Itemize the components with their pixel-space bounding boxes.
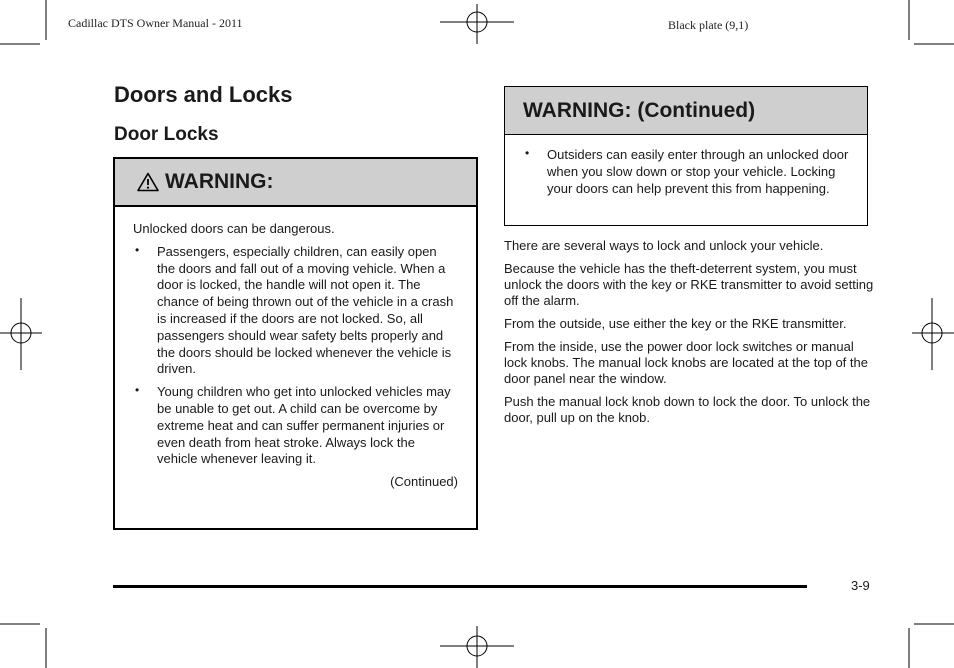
section-title: Doors and Locks	[114, 82, 293, 107]
warning-continued-header	[505, 87, 867, 135]
warning-continued-heading: WARNING: (Continued)	[523, 98, 756, 122]
bullet-marker: •	[135, 383, 140, 398]
body-text	[504, 238, 874, 433]
warning-bullet-text: Outsiders can easily enter through an unlocked door when you slow down or stop your vehicle. Locking your doors can help prevent this from happening.	[547, 147, 849, 196]
page-number: 3-9	[851, 578, 870, 593]
header-plate-info: Black plate (9,1)	[668, 18, 749, 32]
warning-continued-box	[504, 86, 868, 226]
footer-rule	[113, 585, 807, 588]
warning-triangle-icon	[137, 172, 159, 192]
paragraph: Because the vehicle has the theft-deterrent system, you must unlock the doors with the key or RKE transmitter to avoid setting off the alarm.	[504, 261, 874, 308]
paragraph: Push the manual lock knob down to lock the door. To unlock the door, pull up on the knob.	[504, 394, 871, 426]
header-manual-title: Cadillac DTS Owner Manual - 2011	[68, 16, 243, 30]
warning-continued-bullet-list	[523, 147, 849, 197]
paragraph: From the outside, use either the key or the RKE transmitter.	[504, 316, 847, 332]
warning-header	[115, 159, 476, 207]
warning-bullet-text: Passengers, especially children, can easily open the doors and fall out of a moving vehicle. When a door is locked, the handle will not open it. The chance of being thrown out of the vehicle in a crash is increased if the doors are not locked. So, all passengers should wear safety belts properly and the doors should be locked whenever the vehicle is driven.	[157, 243, 454, 377]
warning-box	[113, 157, 478, 530]
warning-bullet	[133, 384, 458, 468]
warning-bullet-list	[133, 244, 458, 468]
paragraph: There are several ways to lock and unlock your vehicle.	[504, 238, 824, 253]
paragraph: From the inside, use the power door lock switches or manual lock knobs. The manual lock knobs are located at the top of the door panel near the window.	[504, 339, 868, 387]
subsection-title: Door Locks	[114, 124, 219, 145]
warning-bullet	[133, 244, 458, 378]
warning-continued-body	[505, 135, 867, 197]
warning-body	[115, 207, 476, 491]
bullet-marker: •	[135, 242, 140, 257]
continued-label: (Continued)	[390, 474, 458, 490]
bullet-marker: •	[525, 146, 530, 160]
warning-intro: Unlocked doors can be dangerous.	[133, 221, 335, 236]
warning-bullet-text: Young children who get into unlocked vehicles may be unable to get out. A child can be overcome by extreme heat and can suffer permanent injuries or even death from heat stroke. Always lock the vehicle whenever leaving it.	[157, 384, 451, 467]
warning-bullet	[523, 147, 849, 197]
warning-heading: WARNING:	[165, 170, 274, 193]
